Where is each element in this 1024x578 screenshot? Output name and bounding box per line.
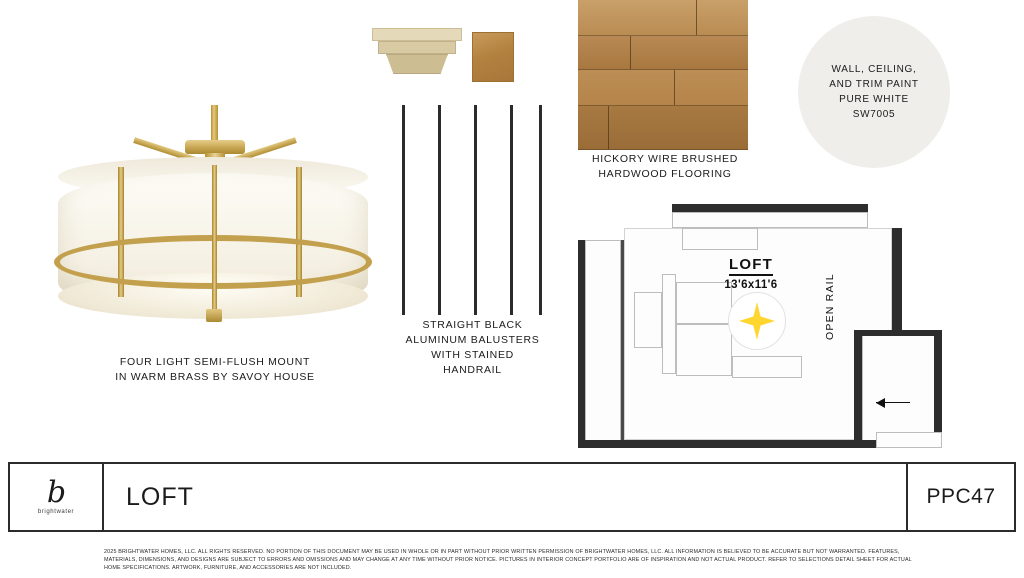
light-fixture-caption-line-1: FOUR LIGHT SEMI-FLUSH MOUNT [119, 356, 311, 368]
light-fixture-caption-line-2: IN WARM BRASS BY SAVOY HOUSE [115, 371, 315, 383]
baluster-image [396, 105, 546, 315]
light-fixture-image [30, 95, 390, 335]
plan-open-rail-label: OPEN RAIL [824, 273, 836, 340]
handrail-profile [372, 28, 462, 80]
handrail-base [386, 54, 448, 74]
plan-wall-open-rail [854, 330, 862, 442]
plan-top-opening [672, 212, 868, 228]
railing-caption-line-4: HANDRAIL [443, 364, 502, 376]
handrail-top-cap [372, 28, 462, 41]
plan-room-name: LOFT [729, 256, 773, 276]
flooring-caption [560, 152, 770, 182]
railing-caption [385, 318, 560, 378]
plan-furniture-sofa-back [662, 274, 676, 374]
plan-furniture-table [732, 356, 802, 378]
plan-wall-top [672, 204, 868, 212]
flooring-caption-line-1: HICKORY WIRE BRUSHED [591, 153, 739, 165]
paint-line-3: PURE WHITE [839, 94, 909, 105]
fixture-canopy [185, 140, 245, 154]
paint-swatch [798, 16, 950, 168]
plan-direction-arrow-icon [876, 398, 916, 408]
paint-line-2: AND TRIM PAINT [829, 79, 919, 90]
railing-caption-line-3: WITH STAINED [431, 349, 514, 361]
plan-location-marker [728, 292, 786, 350]
plan-room-label [696, 256, 806, 291]
plan-bottom-stub [876, 432, 942, 448]
floor-plank [578, 0, 748, 36]
handrail-mid [378, 41, 456, 54]
sheet-title: LOFT [126, 482, 194, 511]
flooring-swatch-image [578, 0, 748, 150]
baluster [474, 105, 477, 315]
plan-wall-right-top [854, 330, 942, 336]
floor-plank [578, 106, 748, 150]
plan-furniture-sofa-seat-2 [676, 324, 732, 376]
stain-swatch [472, 32, 514, 82]
legal-disclaimer: 2025 BRIGHTWATER HOMES, LLC. ALL RIGHTS RESERVED. NO PORTION OF THIS DOCUMENT MAY BE USED IN WHOLE OR IN PART WITHOUT PRIOR WRITTEN PERMISSION OF BRIGHTWATER HOMES, LLC. ALL INFORMATION IS BELIEVED TO BE ACCURATE BUT NOT WARRANTED. FEATURES, MATERIALS, DIMENSIONS, AND DESIGNS ARE SUBJECT TO ERRORS AND OMISSIONS AND MAY CHANGE AT ANY TIME WITHOUT PRIOR NOTICE. PICTURES IN INTERIOR CONCEPT PORTFOLIO ARE OF INSPIRATION AND NOT ACTUAL PRODUCT. REFER TO SELECTIONS DETAIL SHEET FOR ACTUAL HOME SPECIFICATIONS. ARTWORK, FURNITURE, AND ACCESSORIES ARE NOT INCLUDED. [104, 549, 912, 572]
plan-wall-far-right [934, 330, 942, 442]
floor-plank [578, 36, 748, 70]
plan-wall-bottom [578, 440, 878, 448]
brand-logo [10, 464, 104, 530]
floor-plan [576, 200, 966, 448]
sheet-code: PPC47 [906, 464, 1014, 530]
plan-furniture-chair [634, 292, 662, 348]
title-block [8, 462, 1016, 532]
plan-right-room [862, 330, 940, 442]
railing-caption-line-2: ALUMINUM BALUSTERS [405, 334, 540, 346]
railing-caption-line-1: STRAIGHT BLACK [422, 319, 523, 331]
light-fixture-caption [55, 355, 375, 385]
handrail-image [372, 20, 532, 90]
paint-line-4: SW7005 [852, 109, 896, 120]
plan-wall-left [578, 240, 585, 448]
flooring-caption-line-2: HARDWOOD FLOORING [598, 168, 732, 180]
paint-line-1: WALL, CEILING, [831, 64, 917, 75]
fixture-center-bar [212, 165, 217, 315]
fixture-finial [206, 309, 222, 322]
star-icon [739, 302, 775, 340]
floor-plank [578, 70, 748, 106]
plan-furniture-console [682, 228, 758, 250]
logo-mark-icon: b [46, 475, 66, 510]
logo-wordmark: brightwater [37, 509, 75, 515]
baluster [539, 105, 542, 315]
baluster [438, 105, 441, 315]
plan-room-dimensions: 13'6x11'6 [724, 279, 778, 291]
baluster [510, 105, 513, 315]
baluster [402, 105, 405, 315]
paint-swatch-text [829, 62, 918, 122]
plan-left-corridor [585, 240, 621, 448]
